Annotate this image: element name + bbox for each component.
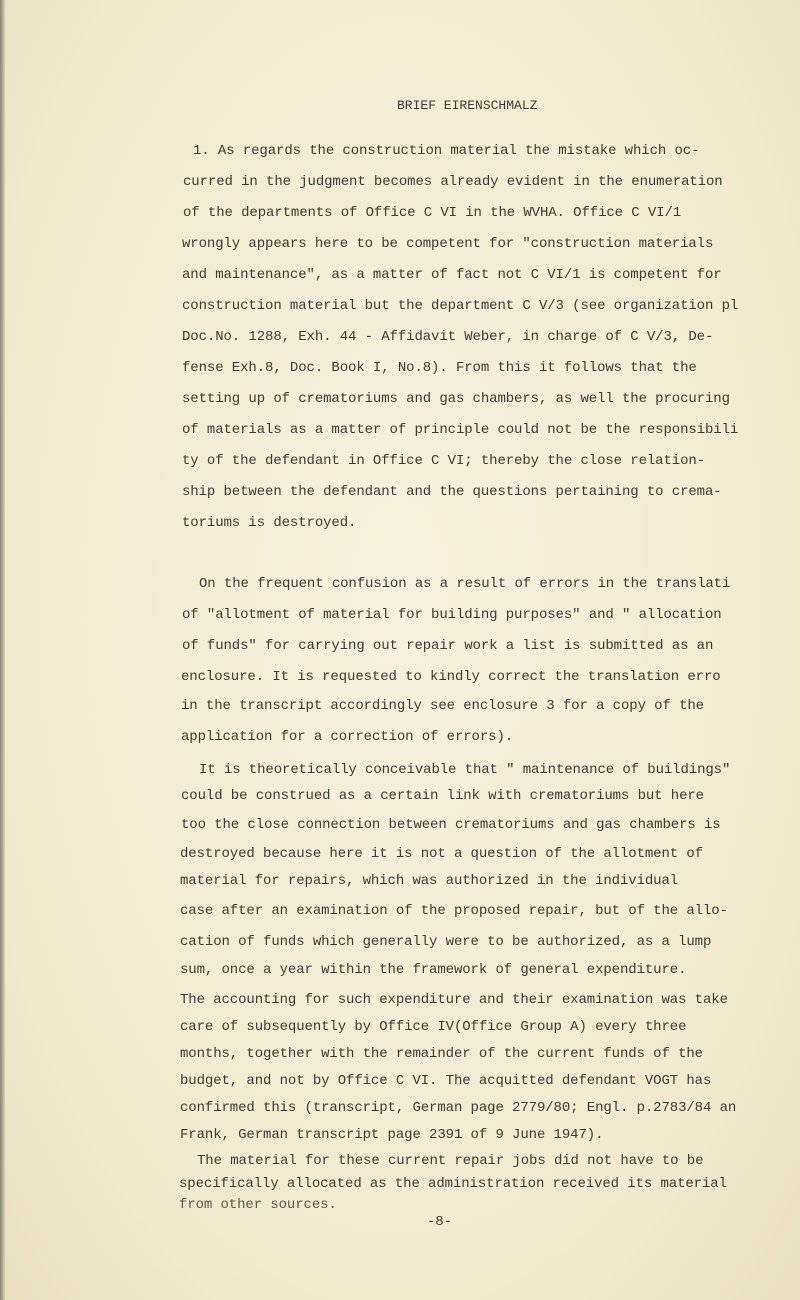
text-line: in the transcript accordingly see enclosure 3 for a copy of the (181, 698, 704, 714)
text-line: It is theoretically conceivable that " maintenance of buildings" (199, 762, 731, 778)
text-line: of "allotment of material for building purposes" and " allocation (182, 607, 722, 623)
text-line: The accounting for such expenditure and their examination was take (180, 992, 728, 1008)
text-line: wrongly appears here to be competent for "construction materials (182, 236, 714, 252)
text-line: curred in the judgment becomes already evident in the enumeration (183, 174, 723, 190)
text-line: ty of the defendant in Office C VI; thereby the close relation- (182, 453, 705, 469)
text-line: Frank, German transcript page 2391 of 9 June 1947). (180, 1127, 604, 1143)
text-line: of materials as a matter of principle could not be the responsibili (182, 422, 739, 438)
text-line: enclosure. It is requested to kindly correct the translation erro (181, 669, 721, 685)
text-line: On the frequent confusion as a result of errors in the translati (199, 576, 731, 592)
text-line: of funds" for carrying out repair work a list is submitted as an (182, 638, 714, 654)
page-number: -8- (427, 1214, 452, 1230)
text-line: months, together with the remainder of the current funds of the (180, 1046, 703, 1062)
text-line: of the departments of Office C VI in the WVHA. Office C VI/1 (183, 205, 682, 221)
page-edge (0, 0, 5, 1300)
text-line: 1. As regards the construction material the mistake which oc- (193, 143, 700, 159)
text-line: could be construed as a certain link with crematoriums but here (181, 788, 704, 804)
text-line: ship between the defendant and the questions pertaining to crema- (182, 484, 722, 500)
text-line: construction material but the department C V/3 (see organization pl (182, 298, 739, 314)
text-line: cation of funds which generally were to be authorized, as a lump (180, 934, 712, 950)
text-line: Doc.No. 1288, Exh. 44 - Affidavit Weber, in charge of C V/3, De- (182, 329, 714, 345)
text-line: setting up of crematoriums and gas chambers, as well the procuring (182, 391, 730, 407)
text-line: material for repairs, which was authorized in the individual (180, 873, 679, 889)
text-line: and maintenance", as a matter of fact not C VI/1 is competent for (182, 267, 722, 283)
text-line: budget, and not by Office C VI. The acquitted defendant VOGT has (180, 1073, 712, 1089)
text-line: care of subsequently by Office IV(Office Group A) every three (180, 1019, 687, 1035)
text-line: case after an examination of the proposed repair, but of the allo- (180, 903, 728, 919)
text-line: application for a correction of errors). (181, 729, 514, 745)
text-line: toriums is destroyed. (182, 515, 357, 531)
text-line: too the close connection between crematoriums and gas chambers is (181, 817, 721, 833)
text-line: destroyed because here it is not a question of the allotment of (180, 846, 703, 862)
text-line: The material for these current repair jobs did not have to be (197, 1153, 704, 1169)
text-line: from other sources. (179, 1197, 337, 1213)
text-line: fense Exh.8, Doc. Book I, No.8). From this it follows that the (182, 360, 697, 376)
text-line: sum, once a year within the framework of general expenditure. (180, 962, 687, 978)
text-line: confirmed this (transcript, German page 2779/80; Engl. p.2783/84 an (180, 1100, 737, 1116)
text-line: specifically allocated as the administration received its material (179, 1176, 727, 1192)
document-title: BRIEF EIRENSCHMALZ (397, 98, 538, 113)
